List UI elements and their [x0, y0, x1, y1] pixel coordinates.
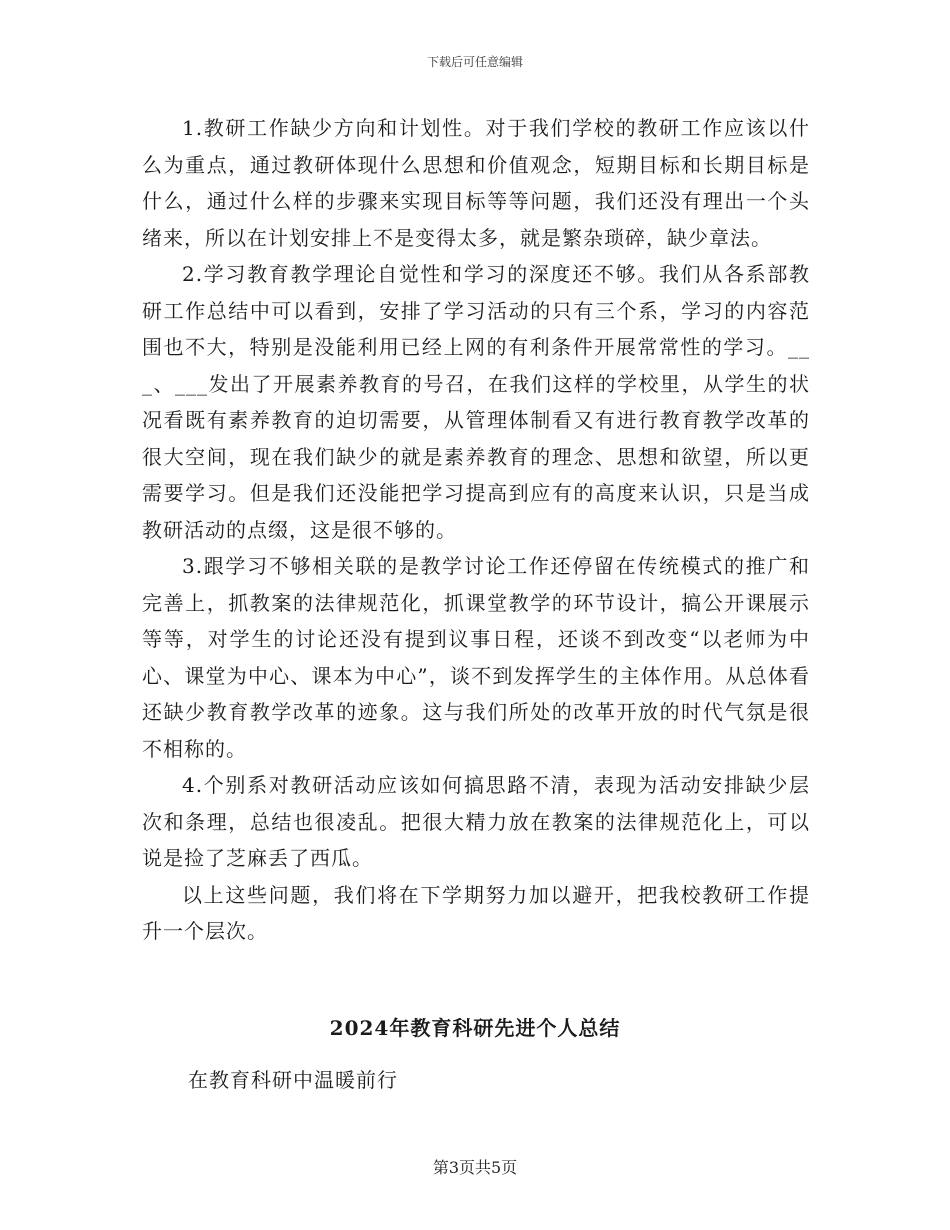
- paragraph-2: 2.学习教育教学理论自觉性和学习的深度还不够。我们从各系部教研工作总结中可以看到，安排了学习活动的只有三个系，学习的内容范围也不大，特别是没能利用已经上网的有利条件开展常常性的学习。___、___发出了开展素养教育的号召，在我们这样的学校里，从学生的状况看既有素养教育的迫切需要，从管理体制看又有进行教育教学改革的很大空间，现在我们缺少的就是素养教育的理念、思想和欲望，所以更需要学习。但是我们还没能把学习提高到应有的高度来认识，只是当成教研活动的点缀，这是很不够的。: [142, 262, 810, 542]
- paragraph-3: 3.跟学习不够相关联的是教学讨论工作还停留在传统模式的推广和完善上，抓教案的法律规范化，抓课堂教学的环节设计，搞公开课展示等等，对学生的讨论还没有提到议事日程，还谈不到改变“以老师为中心、课堂为中心、课本为中心”，谈不到发挥学生的主体作用。从总体看还缺少教育教学改革的迹象。这与我们所处的改革开放的时代气氛是很不相称的。: [142, 554, 810, 761]
- document-body: [142, 110, 810, 950]
- page-footer: 第3页共5页: [432, 1158, 518, 1177]
- paragraph-5: 以上这些问题，我们将在下学期努力加以避开，把我校教研工作提升一个层次。: [142, 882, 810, 943]
- section-title: 2024年教育科研先进个人总结: [329, 1016, 621, 1040]
- section-subtitle: 在教育科研中温暖前行: [188, 1068, 398, 1092]
- header-note: 下载后可任意编辑: [426, 55, 523, 69]
- paragraph-4: 4.个别系对教研活动应该如何搞思路不清，表现为活动安排缺少层次和条理，总结也很凌乱。把很大精力放在教案的法律规范化上，可以说是捡了芝麻丢了西瓜。: [142, 773, 810, 870]
- paragraph-1: 1.教研工作缺少方向和计划性。对于我们学校的教研工作应该以什么为重点，通过教研体现什么思想和价值观念，短期目标和长期目标是什么，通过什么样的步骤来实现目标等等问题，我们还没有理出一个头绪来，所以在计划安排上不是变得太多，就是繁杂琐碎，缺少章法。: [142, 116, 810, 250]
